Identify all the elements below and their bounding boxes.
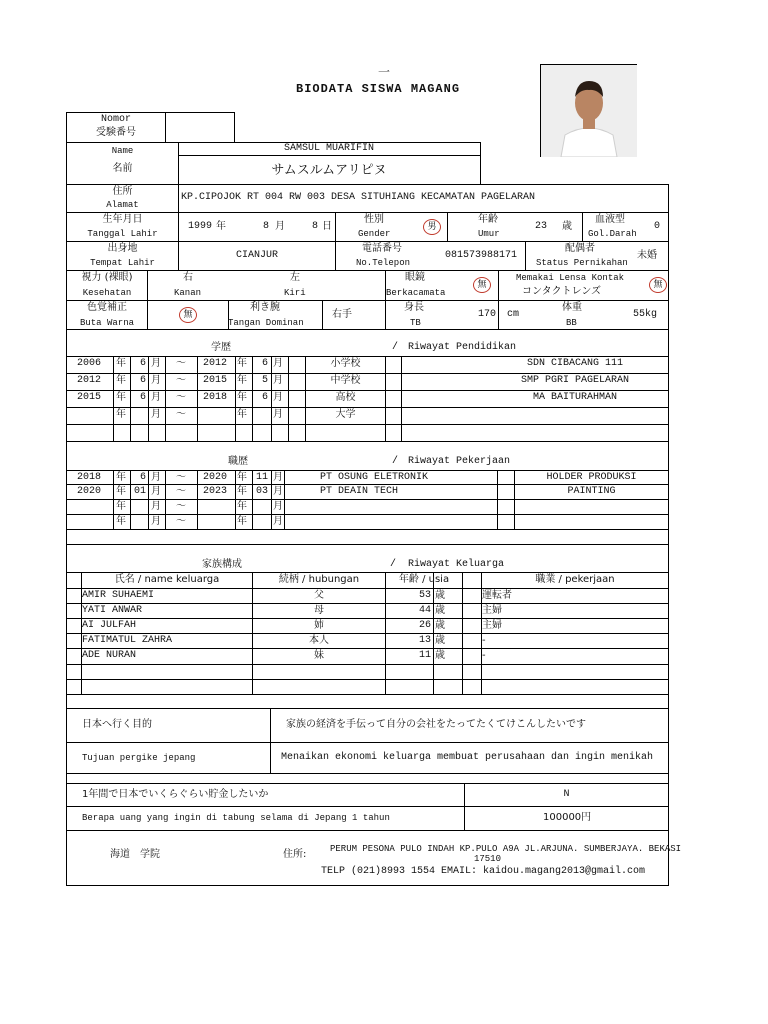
gender-label-jp: 性別 xyxy=(364,214,384,225)
work-year-unit: 年 xyxy=(116,501,126,512)
edu-end-year: 2018 xyxy=(203,392,228,403)
savings-value: 100000円 xyxy=(543,812,592,823)
lens-label: Memakai Lensa Kontak xyxy=(516,273,625,283)
lens-value: 無 xyxy=(649,277,667,293)
family-member-age: 11 xyxy=(418,650,431,661)
edu-start-month: 6 xyxy=(139,392,146,403)
family-age-unit: 歳 xyxy=(435,635,445,646)
family-member-name: AI JULFAH xyxy=(82,620,137,631)
height-label-jp: 身長 xyxy=(404,302,424,313)
edu-month-unit: 月 xyxy=(273,409,283,420)
edu-year-unit: 年 xyxy=(237,358,247,369)
colorblind-value: 無 xyxy=(179,307,197,323)
birthplace-value: CIANJUR xyxy=(235,250,278,261)
work-month-unit: 月 xyxy=(151,501,161,512)
footer-address-label: 住所: xyxy=(283,849,307,860)
family-member-job: - xyxy=(482,635,486,646)
work-company: PT OSUNG ELETRONIK xyxy=(320,472,429,483)
hand-value: 右手 xyxy=(332,309,352,320)
family-member-age: 13 xyxy=(418,635,431,646)
edu-year-unit: 年 xyxy=(116,375,126,386)
age-label-jp: 年齢 xyxy=(478,214,498,225)
birth-year-unit: 年 xyxy=(216,221,226,232)
hand-label-jp: 利き腕 xyxy=(250,302,280,313)
edu-level: 中学校 xyxy=(330,375,361,386)
family-member-name: ADE NURAN xyxy=(82,650,137,661)
work-start-month: 01 xyxy=(133,486,146,497)
family-member-job: - xyxy=(482,650,486,661)
work-end-year: 2023 xyxy=(203,486,228,497)
work-month-unit: 月 xyxy=(273,472,283,483)
lens-label-jp: コンタクトレンズ xyxy=(522,286,602,297)
family-member-job: 主婦 xyxy=(482,620,502,631)
family-age-unit: 歳 xyxy=(435,605,445,616)
work-tilde: 〜 xyxy=(176,516,186,527)
work-company: PT DEAIN TECH xyxy=(320,486,399,497)
birth-label: Tanggal Lahir xyxy=(87,229,158,239)
family-member-relation: 父 xyxy=(314,590,324,601)
edu-level: 大学 xyxy=(335,409,356,420)
birthplace-label-jp: 出身地 xyxy=(107,243,138,254)
vision-left-label-jp: 左 xyxy=(290,272,300,283)
family-member-age: 26 xyxy=(418,620,431,631)
gender-value: 男 xyxy=(423,219,441,235)
edu-month-unit: 月 xyxy=(151,409,161,420)
alamat-label-jp: 住所 xyxy=(112,186,133,197)
purpose-value: Menaikan ekonomi keluarga membuat perusahaan dan ingin menikah xyxy=(281,752,654,763)
edu-month-unit: 月 xyxy=(151,375,161,386)
family-member-relation: 本人 xyxy=(309,635,329,646)
birth-day-unit: 日 xyxy=(322,221,332,232)
edu-month-unit: 月 xyxy=(273,392,283,403)
work-start-year: 2020 xyxy=(77,486,102,497)
height-label: TB xyxy=(410,318,421,328)
family-member-name: YATI ANWAR xyxy=(82,605,143,616)
weight-label-jp: 体重 xyxy=(562,302,582,313)
edu-year-unit: 年 xyxy=(237,392,247,403)
edu-month-unit: 月 xyxy=(273,375,283,386)
edu-tilde: 〜 xyxy=(176,358,186,369)
work-job: PAINTING xyxy=(567,486,616,497)
birth-year: 1999 xyxy=(188,221,213,232)
work-start-month: 6 xyxy=(139,472,146,483)
family-header-relation: 続柄 / hubungan xyxy=(278,574,360,585)
work-sep: / xyxy=(392,456,399,467)
vision-right-label: Kanan xyxy=(174,288,202,298)
savings-label-jp: 1年間で日本でいくらぐらい貯金したいか xyxy=(82,789,269,800)
footer-contact: TELP (021)8993 1554 EMAIL: kaidou.magang2013@gmail.com xyxy=(321,866,646,877)
page-title: BIODATA SISWA MAGANG xyxy=(296,82,461,96)
family-member-relation: 妹 xyxy=(314,650,324,661)
age-value: 23 xyxy=(535,221,548,232)
height-value: 170 xyxy=(478,309,497,320)
applicant-photo xyxy=(540,64,637,157)
glasses-value: 無 xyxy=(473,277,491,293)
family-header-job: 職業 / pekerjaan xyxy=(535,574,615,585)
person-photo-icon xyxy=(541,65,637,157)
edu-start-year: 2006 xyxy=(77,358,102,369)
work-start-year: 2018 xyxy=(77,472,102,483)
edu-year-unit: 年 xyxy=(237,375,247,386)
family-member-name: AMIR SUHAEMI xyxy=(82,590,155,601)
vision-right-label-jp: 右 xyxy=(183,272,193,283)
family-member-age: 53 xyxy=(418,590,431,601)
family-member-job: 運転者 xyxy=(482,590,512,601)
family-member-job: 主婦 xyxy=(482,605,502,616)
family-header-name: 氏名 / name keluarga xyxy=(114,574,220,585)
footer-postcode: 17510 xyxy=(473,854,501,864)
work-end-month: 11 xyxy=(255,472,268,483)
birth-day: 8 xyxy=(312,221,319,232)
birth-label-jp: 生年月日 xyxy=(102,214,143,225)
edu-end-year: 2012 xyxy=(203,358,228,369)
work-month-unit: 月 xyxy=(273,486,283,497)
work-year-unit: 年 xyxy=(237,486,247,497)
phone-label: No.Telepon xyxy=(356,258,411,268)
phone-value: 081573988171 xyxy=(445,250,518,261)
edu-year-unit: 年 xyxy=(116,358,126,369)
education-title-jp: 学歴 xyxy=(211,342,231,353)
edu-month-unit: 月 xyxy=(273,358,283,369)
family-member-relation: 姉 xyxy=(314,620,324,631)
nomor-label: Nomor xyxy=(100,114,131,125)
work-month-unit: 月 xyxy=(273,501,283,512)
edu-start-month: 6 xyxy=(139,375,146,386)
work-title-jp: 職歴 xyxy=(228,456,248,467)
header-mark: 一 xyxy=(378,65,391,79)
edu-school: SDN CIBACANG 111 xyxy=(526,358,623,369)
purpose-value-jp: 家族の経済を手伝って自分の会社をたってたくてけこんしたいです xyxy=(286,719,586,730)
edu-school: MA BAITURAHMAN xyxy=(532,392,617,403)
work-end-month: 03 xyxy=(255,486,268,497)
edu-year-unit: 年 xyxy=(237,409,247,420)
education-sep: / xyxy=(392,342,399,353)
vision-label: Kesehatan xyxy=(82,288,132,298)
weight-label: BB xyxy=(566,318,577,328)
edu-tilde: 〜 xyxy=(176,409,186,420)
blood-label-jp: 血液型 xyxy=(595,214,625,225)
phone-label-jp: 電話番号 xyxy=(362,243,402,254)
family-member-relation: 母 xyxy=(314,605,324,616)
age-unit: 歳 xyxy=(562,221,572,232)
edu-end-month: 6 xyxy=(261,358,268,369)
work-year-unit: 年 xyxy=(237,472,247,483)
family-age-unit: 歳 xyxy=(435,590,445,601)
edu-start-year: 2012 xyxy=(77,375,102,386)
edu-start-year: 2015 xyxy=(77,392,102,403)
edu-level: 高校 xyxy=(335,392,356,403)
family-sep: / xyxy=(390,559,397,570)
weight-value: 55kg xyxy=(633,309,658,320)
work-tilde: 〜 xyxy=(176,486,186,497)
work-tilde: 〜 xyxy=(176,501,186,512)
savings-label: Berapa uang yang ingin di tabung selama di Jepang 1 tahun xyxy=(82,813,390,823)
work-job: HOLDER PRODUKSI xyxy=(546,472,637,483)
work-end-year: 2020 xyxy=(203,472,228,483)
marital-value: 未婚 xyxy=(637,250,657,261)
name-kana-value: サムスルムアリピヌ xyxy=(271,163,387,178)
family-age-unit: 歳 xyxy=(435,620,445,631)
gender-label: Gender xyxy=(358,229,391,239)
edu-month-unit: 月 xyxy=(151,358,161,369)
colorblind-label: Buta Warna xyxy=(79,318,134,328)
work-year-unit: 年 xyxy=(116,472,126,483)
nomor-label-jp: 受験番号 xyxy=(96,127,136,138)
edu-tilde: 〜 xyxy=(176,375,186,386)
family-age-unit: 歳 xyxy=(435,650,445,661)
birth-month: 8 xyxy=(263,221,270,232)
family-title: Riwayat Keluarga xyxy=(408,559,505,570)
education-title: Riwayat Pendidikan xyxy=(408,342,517,353)
hand-label: Tangan Dominan xyxy=(228,318,304,328)
edu-end-month: 6 xyxy=(261,392,268,403)
footer-school: 海道 学院 xyxy=(110,849,160,860)
footer-address: PERUM PESONA PULO INDAH KP.PULO A9A JL.ARJUNA. SUMBERJAYA. BEKASI xyxy=(330,844,682,854)
work-month-unit: 月 xyxy=(151,516,161,527)
alamat-value: KP.CIPOJOK RT 004 RW 003 DESA SITUHIANG KECAMATAN PAGELARAN xyxy=(181,192,536,203)
work-month-unit: 月 xyxy=(273,516,283,527)
alamat-label: Alamat xyxy=(106,200,139,210)
marital-label: Status Pernikahan xyxy=(536,258,628,268)
blood-value: 0 xyxy=(654,221,661,232)
birth-month-unit: 月 xyxy=(275,221,285,232)
work-year-unit: 年 xyxy=(237,516,247,527)
blood-label: Gol.Darah xyxy=(588,229,637,239)
work-month-unit: 月 xyxy=(151,486,161,497)
edu-end-year: 2015 xyxy=(203,375,228,386)
family-header-age: 年齢 / usia xyxy=(398,574,450,585)
work-year-unit: 年 xyxy=(116,516,126,527)
vision-left-label: Kiri xyxy=(284,288,306,298)
edu-tilde: 〜 xyxy=(176,392,186,403)
vision-label-jp: 視力 (裸眼) xyxy=(81,272,133,283)
work-tilde: 〜 xyxy=(176,472,186,483)
edu-start-month: 6 xyxy=(139,358,146,369)
work-year-unit: 年 xyxy=(116,486,126,497)
marital-label-jp: 配偶者 xyxy=(565,243,595,254)
edu-month-unit: 月 xyxy=(151,392,161,403)
edu-school: SMP PGRI PAGELARAN xyxy=(520,375,630,386)
work-month-unit: 月 xyxy=(151,472,161,483)
edu-year-unit: 年 xyxy=(116,409,126,420)
edu-year-unit: 年 xyxy=(116,392,126,403)
glasses-label-jp: 眼鏡 xyxy=(405,272,425,283)
colorblind-label-jp: 色覚補正 xyxy=(87,302,127,313)
name-label: Name xyxy=(111,146,134,156)
family-member-name: FATIMATUL ZAHRA xyxy=(82,635,173,646)
work-title: Riwayat Pekerjaan xyxy=(408,456,511,467)
family-member-age: 44 xyxy=(418,605,431,616)
purpose-label: Tujuan pergike jepang xyxy=(82,753,196,763)
savings-value-jp: N xyxy=(563,789,570,800)
edu-level: 小学校 xyxy=(330,358,361,369)
edu-end-month: 5 xyxy=(261,375,268,386)
name-value: SAMSUL MUARIFIN xyxy=(283,143,374,154)
work-year-unit: 年 xyxy=(237,501,247,512)
family-title-jp: 家族構成 xyxy=(202,559,242,570)
glasses-label: Berkacamata xyxy=(386,288,446,298)
height-unit: cm xyxy=(507,309,520,320)
birthplace-label: Tempat Lahir xyxy=(90,258,155,268)
age-label: Umur xyxy=(478,229,500,239)
purpose-label-jp: 日本へ行く目的 xyxy=(82,719,152,730)
name-label-jp: 名前 xyxy=(112,163,133,174)
